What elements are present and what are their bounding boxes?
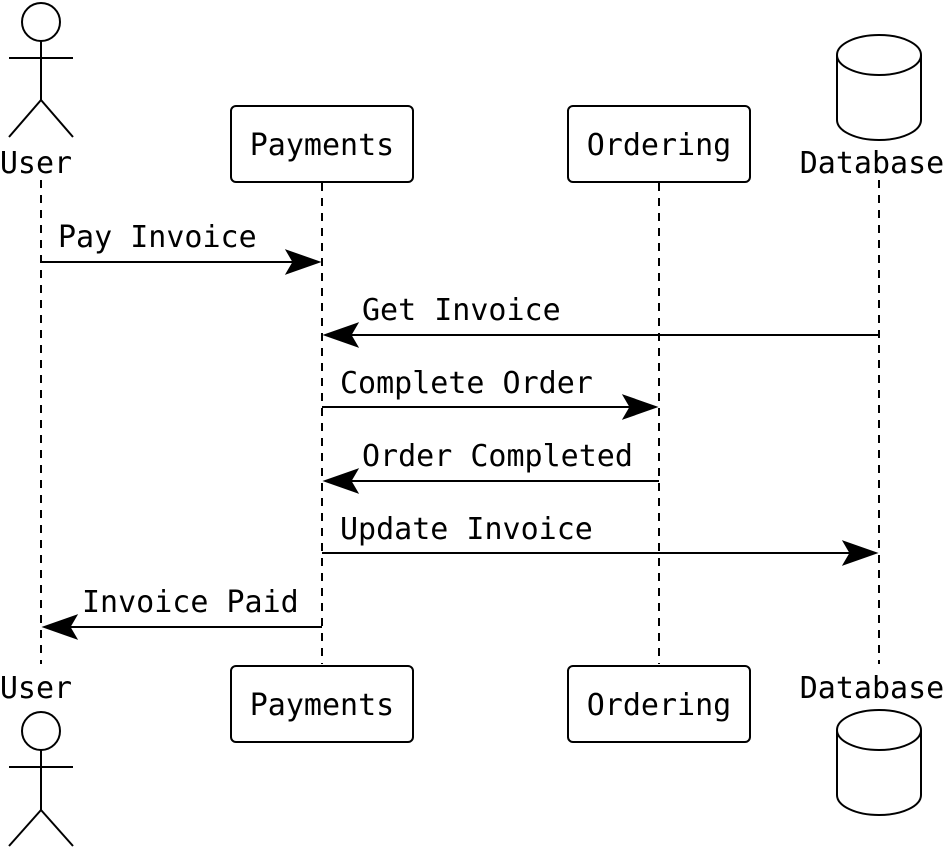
payments-box-top	[231, 106, 413, 182]
message-label: Complete Order	[340, 366, 593, 401]
message-invoice-paid	[43, 585, 322, 639]
participant-label-user-bottom: User	[0, 671, 73, 706]
database-top	[800, 35, 945, 181]
actor-right-leg-icon	[41, 100, 73, 137]
participant-label-database-top: Database	[799, 146, 945, 181]
actor-left-leg-icon	[9, 810, 41, 846]
user-actor-bottom	[0, 671, 73, 846]
ordering-box-top	[568, 106, 750, 182]
actor-head-icon	[22, 3, 60, 41]
message-label: Invoice Paid	[82, 585, 299, 620]
message-pay-invoice	[41, 220, 320, 274]
ordering-box-bottom	[568, 666, 750, 742]
participant-label-ordering-bottom: Ordering	[586, 688, 732, 723]
participant-label-database-bottom: Database	[799, 671, 945, 706]
database-bottom	[800, 671, 945, 815]
participant-label-ordering-top: Ordering	[586, 128, 732, 163]
message-order-completed	[324, 439, 659, 493]
message-update-invoice	[322, 512, 877, 565]
database-cylinder-icon	[837, 710, 921, 815]
message-get-invoice	[324, 293, 879, 347]
actor-left-leg-icon	[9, 100, 41, 137]
message-label: Update Invoice	[340, 512, 593, 547]
user-actor-top	[0, 3, 73, 181]
participant-label-payments-top: Payments	[249, 128, 395, 163]
participant-label-user-top: User	[0, 146, 73, 181]
actor-right-leg-icon	[41, 810, 73, 846]
actor-head-icon	[22, 712, 60, 750]
message-label: Pay Invoice	[58, 220, 257, 255]
message-label: Order Completed	[362, 439, 633, 474]
message-label: Get Invoice	[362, 293, 561, 328]
payments-box-bottom	[231, 666, 413, 742]
participant-label-payments-bottom: Payments	[249, 688, 395, 723]
database-cylinder-icon	[837, 35, 921, 140]
message-complete-order	[322, 366, 657, 419]
